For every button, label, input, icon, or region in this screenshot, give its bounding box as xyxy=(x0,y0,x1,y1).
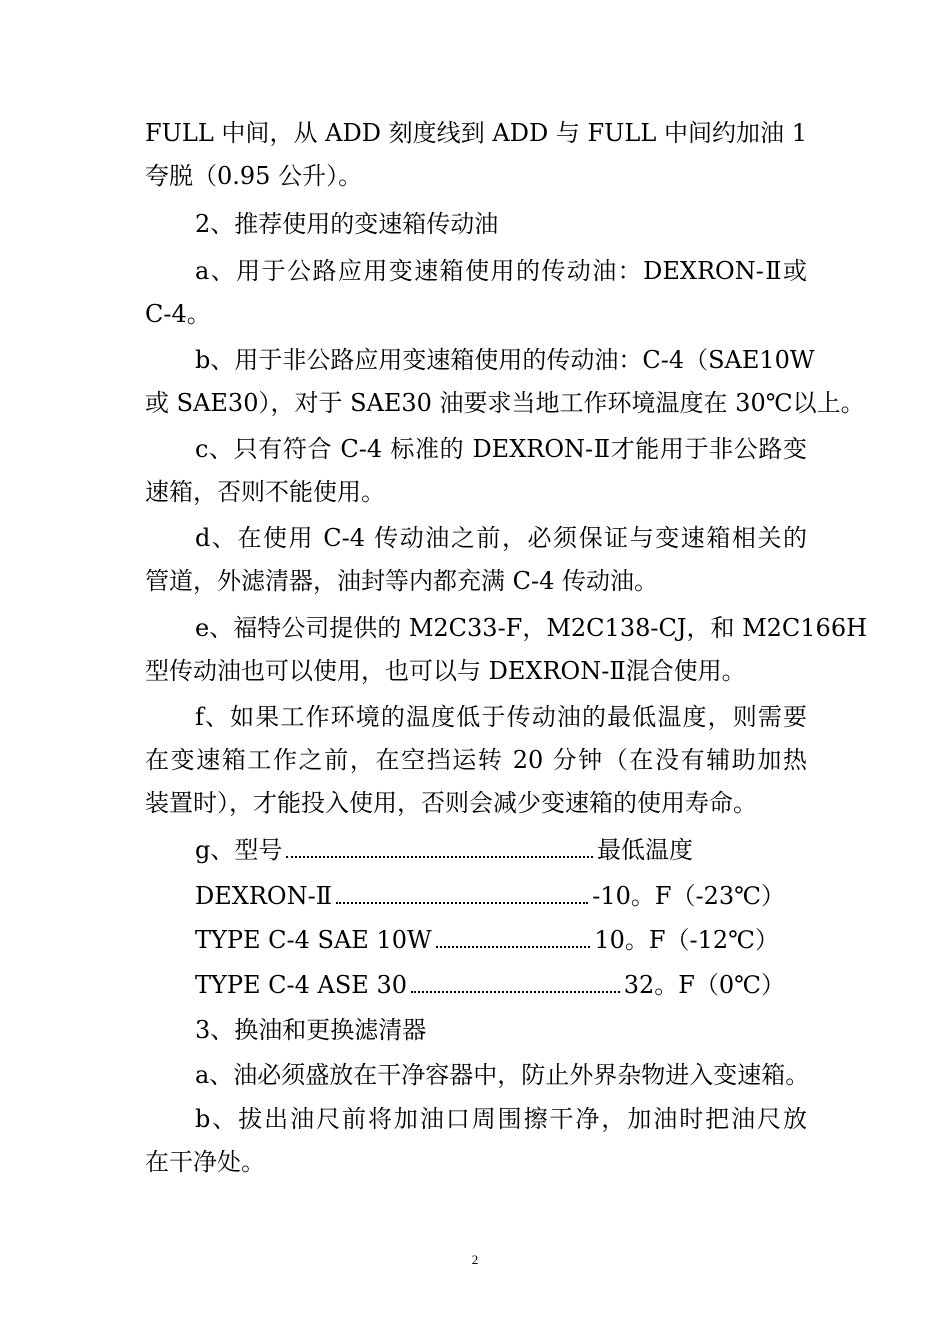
paragraph-line: c、只有符合 C-4 标准的 DEXRON-Ⅱ才能用于非公路变 xyxy=(195,435,807,463)
paragraph-line: a、油必须盛放在干净容器中，防止外界杂物进入变速箱。 xyxy=(195,1061,810,1089)
paragraph-line: 装置时），才能投入使用，否则会减少变速箱的使用寿命。 xyxy=(145,789,757,817)
table-header-temp: 最低温度 xyxy=(597,836,693,864)
paragraph-line: e、福特公司提供的 M2C33-F，M2C138-CJ，和 M2C166H xyxy=(195,614,868,642)
table-cell-model: TYPE C-4 ASE 30 xyxy=(195,971,407,999)
paragraph-line: d、在使用 C-4 传动油之前，必须保证与变速箱相关的 xyxy=(195,524,807,552)
paragraph-line: f、如果工作环境的温度低于传动油的最低温度，则需要 xyxy=(195,703,807,731)
table-cell-temp: 32。F（0℃） xyxy=(623,971,785,999)
table-cell-temp: 10。F（-12℃） xyxy=(594,926,779,954)
paragraph-line: a、用于公路应用变速箱使用的传动油：DEXRON-Ⅱ或 xyxy=(195,257,807,285)
paragraph-line: 在变速箱工作之前，在空挡运转 20 分钟（在没有辅助加热 xyxy=(145,746,807,774)
section-heading: 2、推荐使用的变速箱传动油 xyxy=(195,210,499,238)
paragraph-line: b、拔出油尺前将加油口周围擦干净，加油时把油尺放 xyxy=(195,1105,807,1133)
dot-leader xyxy=(411,991,620,993)
paragraph-line: 速箱，否则不能使用。 xyxy=(145,478,385,506)
page-number: 2 xyxy=(471,1252,479,1267)
table-row xyxy=(195,881,785,911)
table-row xyxy=(195,970,785,1000)
paragraph-line: 夸脱（0.95 公升）。 xyxy=(145,162,363,190)
paragraph-line: FULL 中间，从 ADD 刻度线到 ADD 与 FULL 中间约加油 1 xyxy=(145,119,807,147)
paragraph-line: b、用于非公路应用变速箱使用的传动油：C-4（SAE10W xyxy=(195,346,815,374)
table-row xyxy=(195,925,779,955)
table-cell-temp: -10。F（-23℃） xyxy=(592,882,785,910)
table-header xyxy=(195,835,693,865)
paragraph-line: C-4。 xyxy=(145,300,211,328)
table-cell-model: TYPE C-4 SAE 10W xyxy=(195,926,432,954)
dot-leader xyxy=(336,902,588,904)
table-header-model: g、型号 xyxy=(195,836,283,864)
dot-leader xyxy=(436,946,591,948)
paragraph-line: 或 SAE30），对于 SAE30 油要求当地工作环境温度在 30℃以上。 xyxy=(145,389,865,417)
paragraph-line: 在干净处。 xyxy=(145,1148,265,1176)
dot-leader xyxy=(286,856,593,858)
section-heading: 3、换油和更换滤清器 xyxy=(195,1016,427,1044)
paragraph-line: 管道，外滤清器，油封等内都充满 C-4 传动油。 xyxy=(145,567,658,595)
paragraph-line: 型传动油也可以使用，也可以与 DEXRON-Ⅱ混合使用。 xyxy=(145,657,746,685)
table-cell-model: DEXRON-Ⅱ xyxy=(195,882,333,910)
